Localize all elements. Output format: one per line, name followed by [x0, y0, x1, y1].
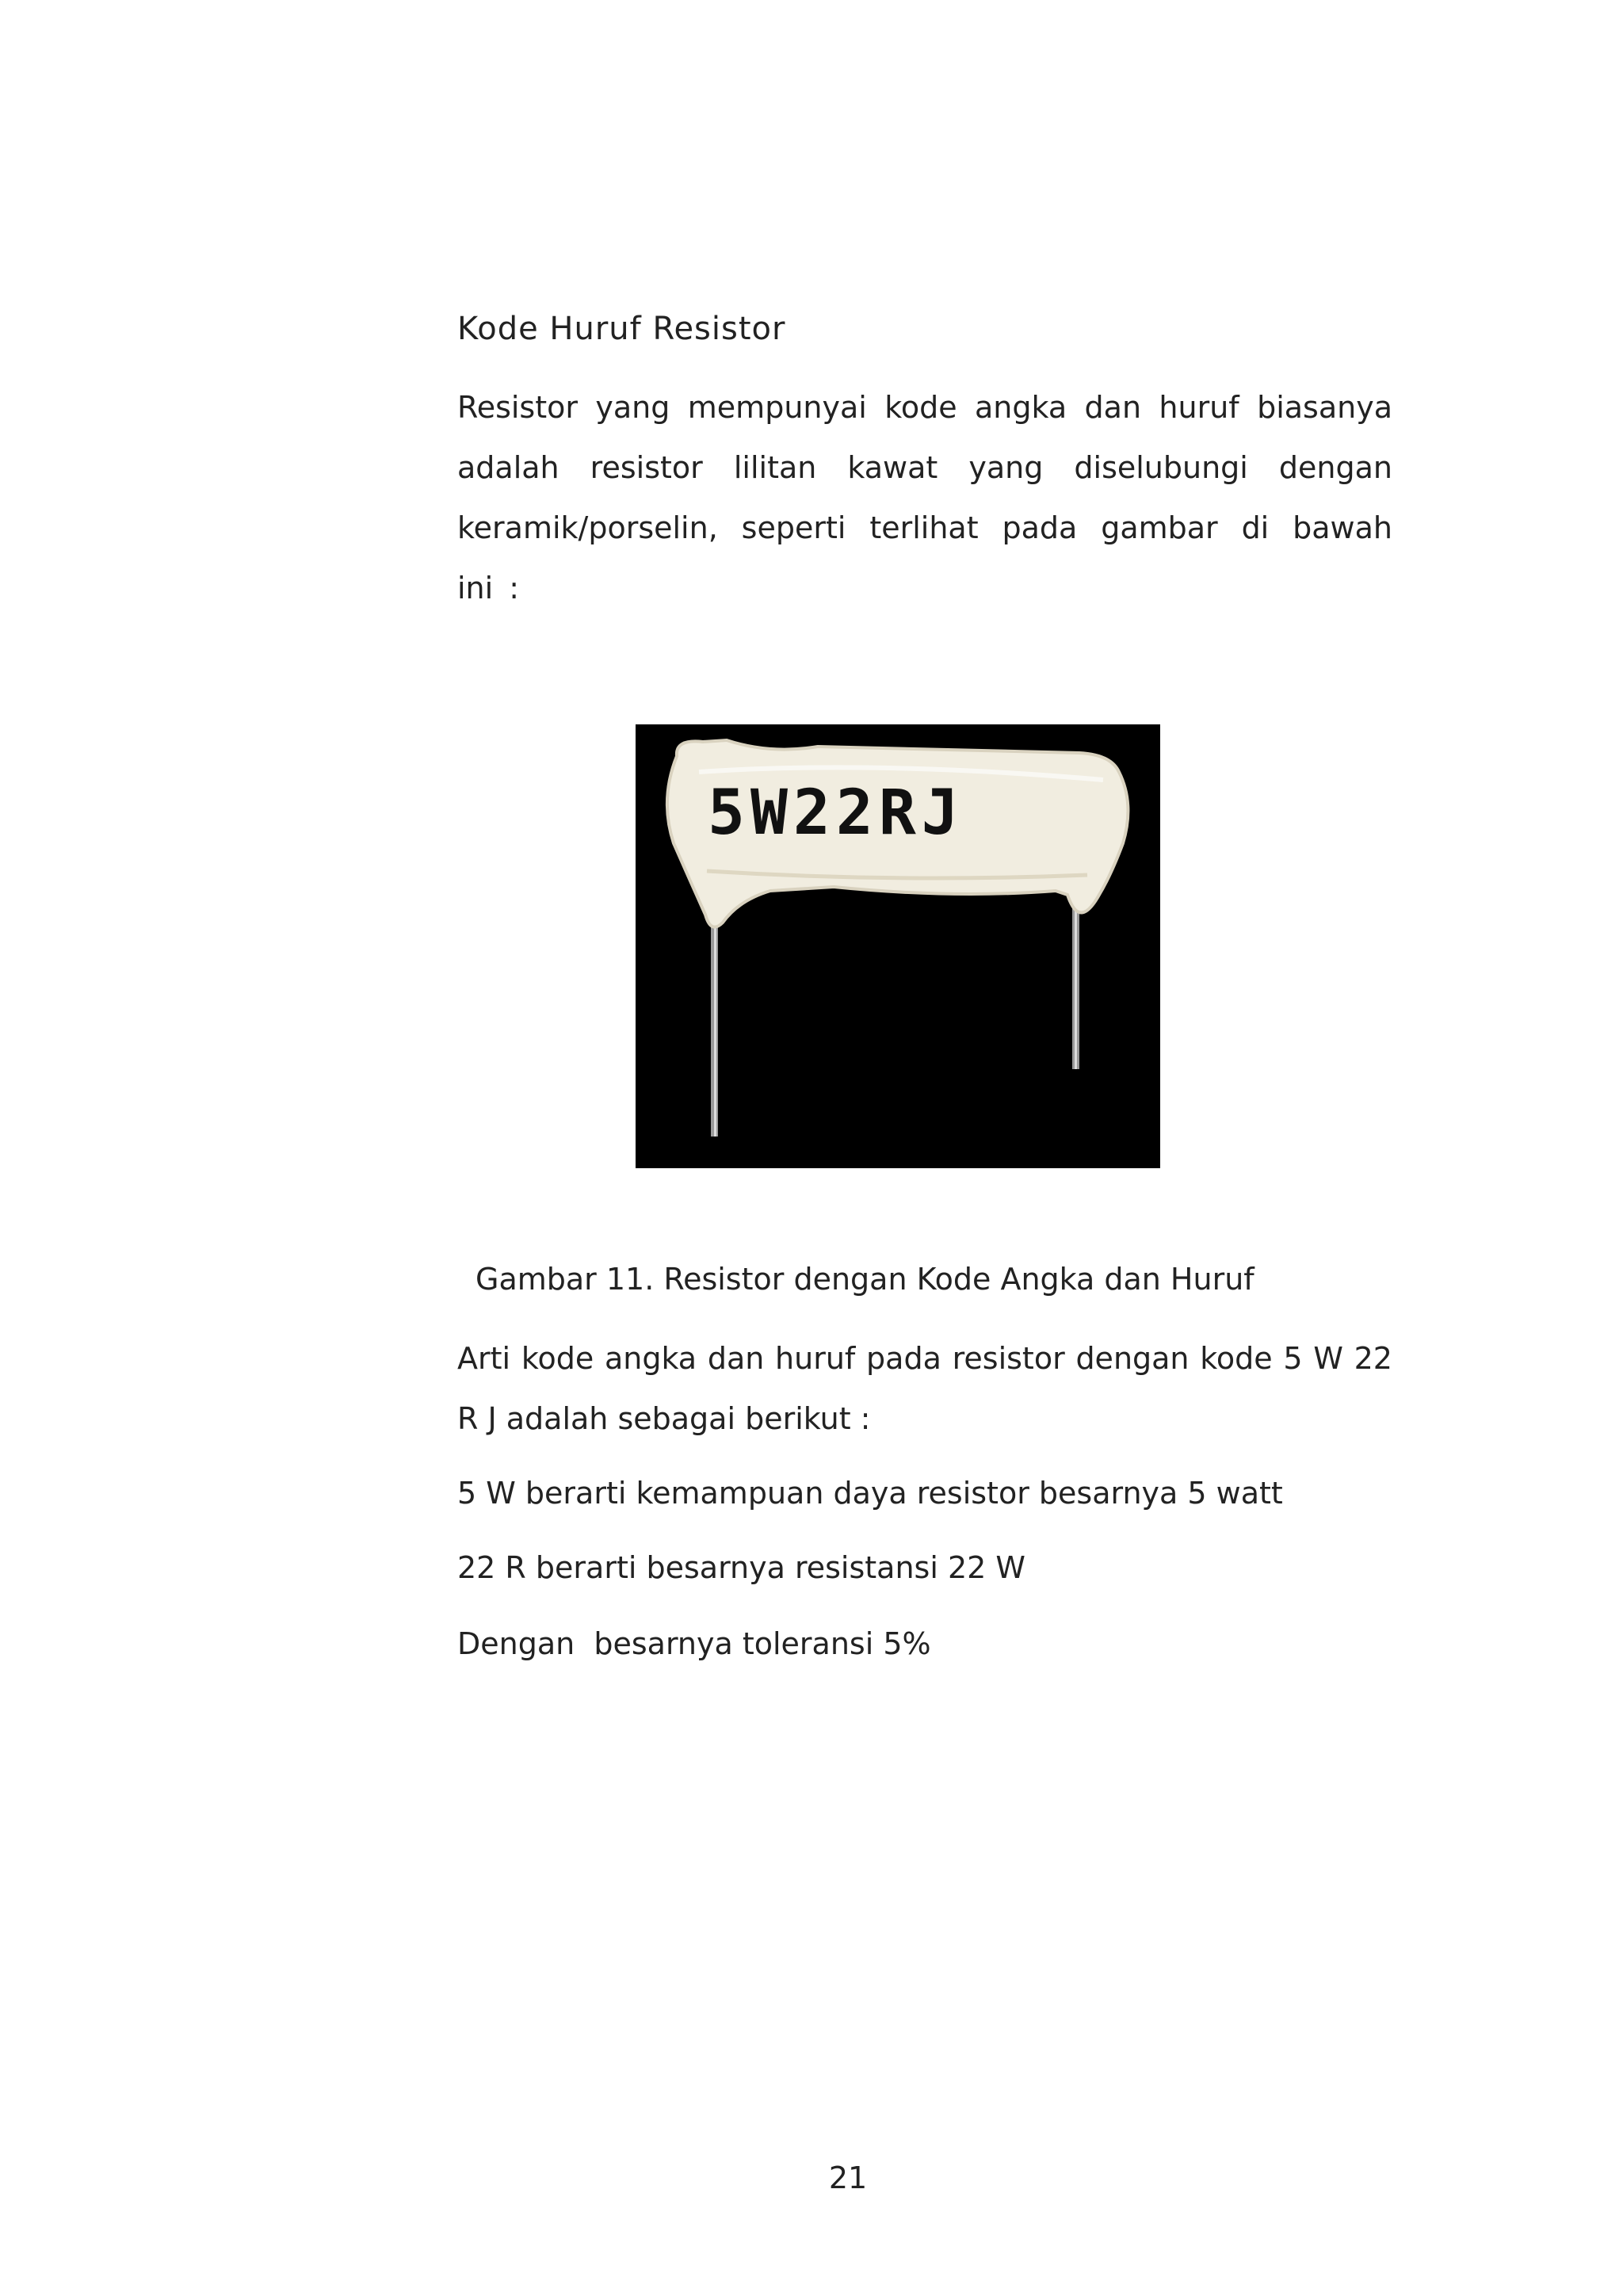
explanation-paragraph: Arti kode angka dan huruf pada resistor dengan kode 5 W 22 R J adalah sebagai berikut :: [457, 1341, 1392, 1436]
resistance-line: 22 R berarti besarnya resistansi 22 W: [457, 1550, 1025, 1585]
section-heading: Kode Huruf Resistor: [457, 311, 786, 347]
resistor-photo: [636, 724, 1160, 1168]
power-rating-line: 5 W berarti kemampuan daya resistor besarnya 5 watt: [457, 1476, 1283, 1511]
figure-caption: Gambar 11. Resistor dengan Kode Angka dan Huruf: [475, 1262, 1254, 1297]
page-number: 21: [828, 2160, 868, 2195]
resistor-marking: 5W22RJ: [708, 777, 964, 849]
tolerance-line: Dengan besarnya toleransi 5%: [457, 1626, 931, 1661]
intro-paragraph: Resistor yang mempunyai kode angka dan huruf biasanya adalah resistor lilitan kawat yang diselubungi dengan keramik/porselin, seperti terlihat pada gambar di bawah ini :: [457, 390, 1392, 606]
